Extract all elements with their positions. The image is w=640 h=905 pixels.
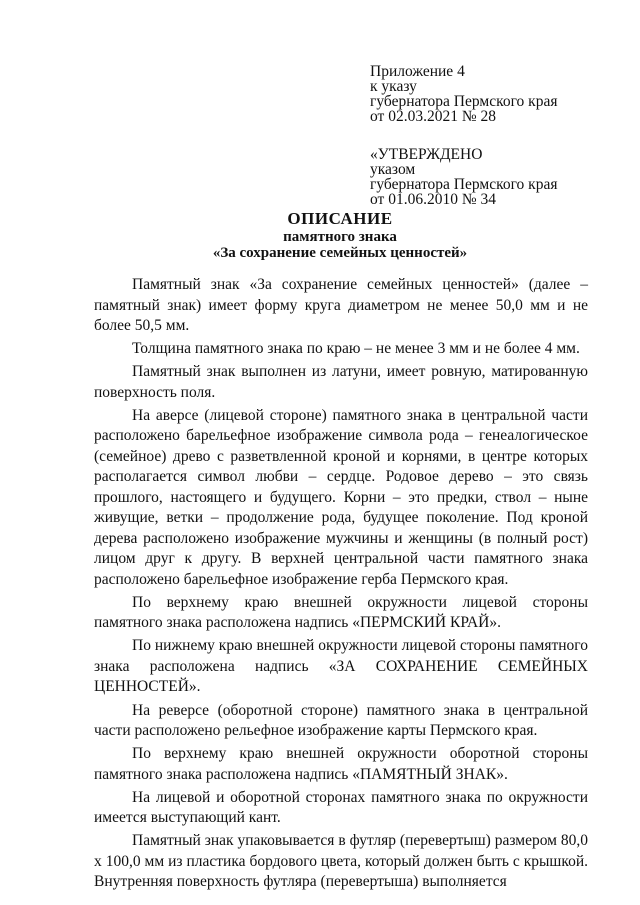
paragraph: Памятный знак упаковывается в футляр (перевертыш) размером 80,0 х 100,0 мм из пластика бордового цвета, который должен быть с крышкой. Внутренняя поверхность футляра (перевертыша) выполняется <box>94 832 588 891</box>
paragraph: Памятный знак выполнен из латуни, имеет ровную, матированную поверхность поля. <box>94 363 588 401</box>
paragraph: На лицевой и оборотной сторонах памятного знака по окружности имеется выступающий кант. <box>94 788 588 827</box>
decree-date-number: от 02.03.2021 № 28 <box>370 108 496 125</box>
to-decree-label: к указу <box>370 78 417 95</box>
document-subtitle-line1: памятного знака <box>283 229 397 245</box>
paragraph: На аверсе (лицевой стороне) памятного знака в центральной части расположено барельефное изображение символа рода – генеалогическое (семейное) древо с разветвленной кроной и корнями, в центре которых располагается символ любви – сердце. Родовое дерево – это связь прошлого, настоящего и будущего. Корни – это предки, ствол – ныне живущие, ветки – продолжение рода, будущее поколение. Под кроной дерева расположено изображение мужчины и женщины (в полный рост) лицом друг к другу. В верхней центральной части памятного знака расположено барельефное изображение герба Пермского края. <box>94 406 588 588</box>
document-title: ОПИСАНИЕ <box>287 209 393 228</box>
paragraph: По верхнему краю внешней окружности оборотной стороны памятного знака расположена надпись «ПАМЯТНЫЙ ЗНАК». <box>94 745 588 783</box>
document-body <box>94 275 588 895</box>
paragraph: На реверсе (оборотной стороне) памятного знака в центральной части расположено рельефное изображение карты Пермского края. <box>94 701 588 740</box>
document-heading <box>60 209 620 261</box>
approved-label: «УТВЕРЖДЕНО <box>370 146 483 163</box>
appendix-block <box>370 64 620 207</box>
paragraph: Памятный знак «За сохранение семейных ценностей» (далее – памятный знак) имеет форму круга диаметром не менее 50,0 мм и не более 50,5 мм. <box>94 276 588 334</box>
paragraph: Толщина памятного знака по краю – не менее 3 мм и не более 4 мм. <box>132 340 580 358</box>
document-subtitle-line2: «За сохранение семейных ценностей» <box>212 245 468 261</box>
by-decree-label: указом <box>370 161 416 178</box>
approved-date-number: от 01.06.2010 № 34 <box>370 191 496 208</box>
paragraph: По верхнему краю внешней окружности лицевой стороны памятного знака расположена надпись «ПЕРМСКИЙ КРАЙ». <box>94 593 588 632</box>
appendix-label: Приложение 4 <box>370 63 465 80</box>
paragraph: По нижнему краю внешней окружности лицевой стороны памятного знака расположена надпись «ЗА СОХРАНЕНИЕ СЕМЕЙНЫХ ЦЕННОСТЕЙ». <box>94 637 588 696</box>
approved-governor-label: губернатора Пермского края <box>370 176 558 193</box>
governor-label: губернатора Пермского края <box>370 93 558 110</box>
